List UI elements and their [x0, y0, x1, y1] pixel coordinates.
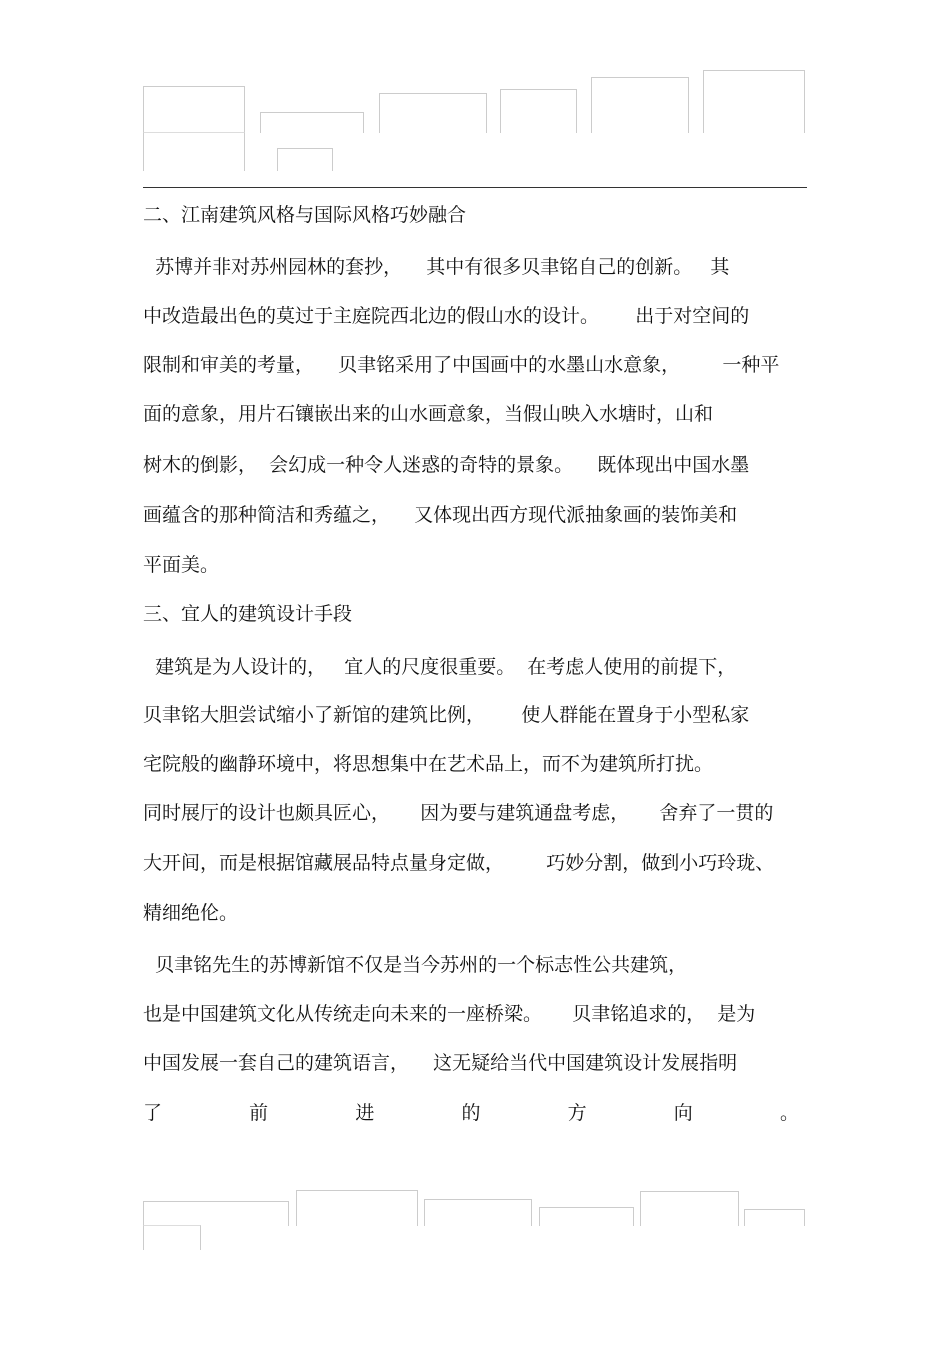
closing-line-4 [143, 1099, 799, 1127]
section2-line-5: 树木的倒影， 会幻成一种令人迷惑的奇特的景象。 既体现出中国水墨 [143, 454, 750, 476]
section2-line-4: 面的意象，用片石镶嵌出来的山水画意象，当假山映入水塘时，山和 [143, 403, 714, 425]
closing-char: 向 [673, 1102, 693, 1124]
section2-heading: 二、江南建筑风格与国际风格巧妙融合 [143, 204, 467, 226]
section3-line-4: 同时展厅的设计也颇具匠心， 因为要与建筑通盘考虑， 舍弃了一贯的 [143, 802, 774, 824]
closing-line-2: 也是中国建筑文化从传统走向未来的一座桥梁。 贝聿铭追求的， 是为 [143, 1003, 756, 1025]
section3-line-6: 精细绝伦。 [143, 902, 239, 924]
section3-line-3: 宅院般的幽静环境中，将思想集中在艺术品上，而不为建筑所打扰。 [143, 753, 714, 775]
section2-line-2: 中改造最出色的莫过于主庭院西北边的假山水的设计。 出于对空间的 [143, 305, 750, 327]
section3-line-1: 建筑是为人设计的， 宜人的尺度很重要。 在考虑人使用的前提下， [143, 656, 737, 678]
section2-line-6: 画蕴含的那种简洁和秀蕴之， 又体现出西方现代派抽象画的装饰美和 [143, 504, 738, 526]
closing-char: 前 [249, 1102, 269, 1124]
closing-char: 了 [143, 1102, 163, 1124]
closing-char: 的 [461, 1102, 481, 1124]
closing-line-1: 贝聿铭先生的苏博新馆不仅是当今苏州的一个标志性公共建筑， [143, 954, 688, 976]
section2-line-7: 平面美。 [143, 554, 220, 576]
section2-line-3: 限制和审美的考量， 贝聿铭采用了中国画中的水墨山水意象， 一种平 [143, 354, 780, 376]
section3-line-2: 贝聿铭大胆尝试缩小了新馆的建筑比例， 使人群能在置身于小型私家 [143, 704, 750, 726]
section2-line-1: 苏博并非对苏州园林的套抄， 其中有很多贝聿铭自己的创新。 其 [143, 256, 730, 278]
section3-heading: 三、宜人的建筑设计手段 [143, 603, 353, 625]
closing-char: 。 [779, 1102, 799, 1124]
closing-char: 进 [355, 1102, 375, 1124]
section3-line-5: 大开间，而是根据馆藏展品特点量身定做， 巧妙分割，做到小巧玲珑、 [143, 852, 775, 874]
header-rule [143, 187, 807, 188]
closing-char: 方 [567, 1102, 587, 1124]
closing-line-3: 中国发展一套自己的建筑语言， 这无疑给当代中国建筑设计发展指明 [143, 1052, 738, 1074]
